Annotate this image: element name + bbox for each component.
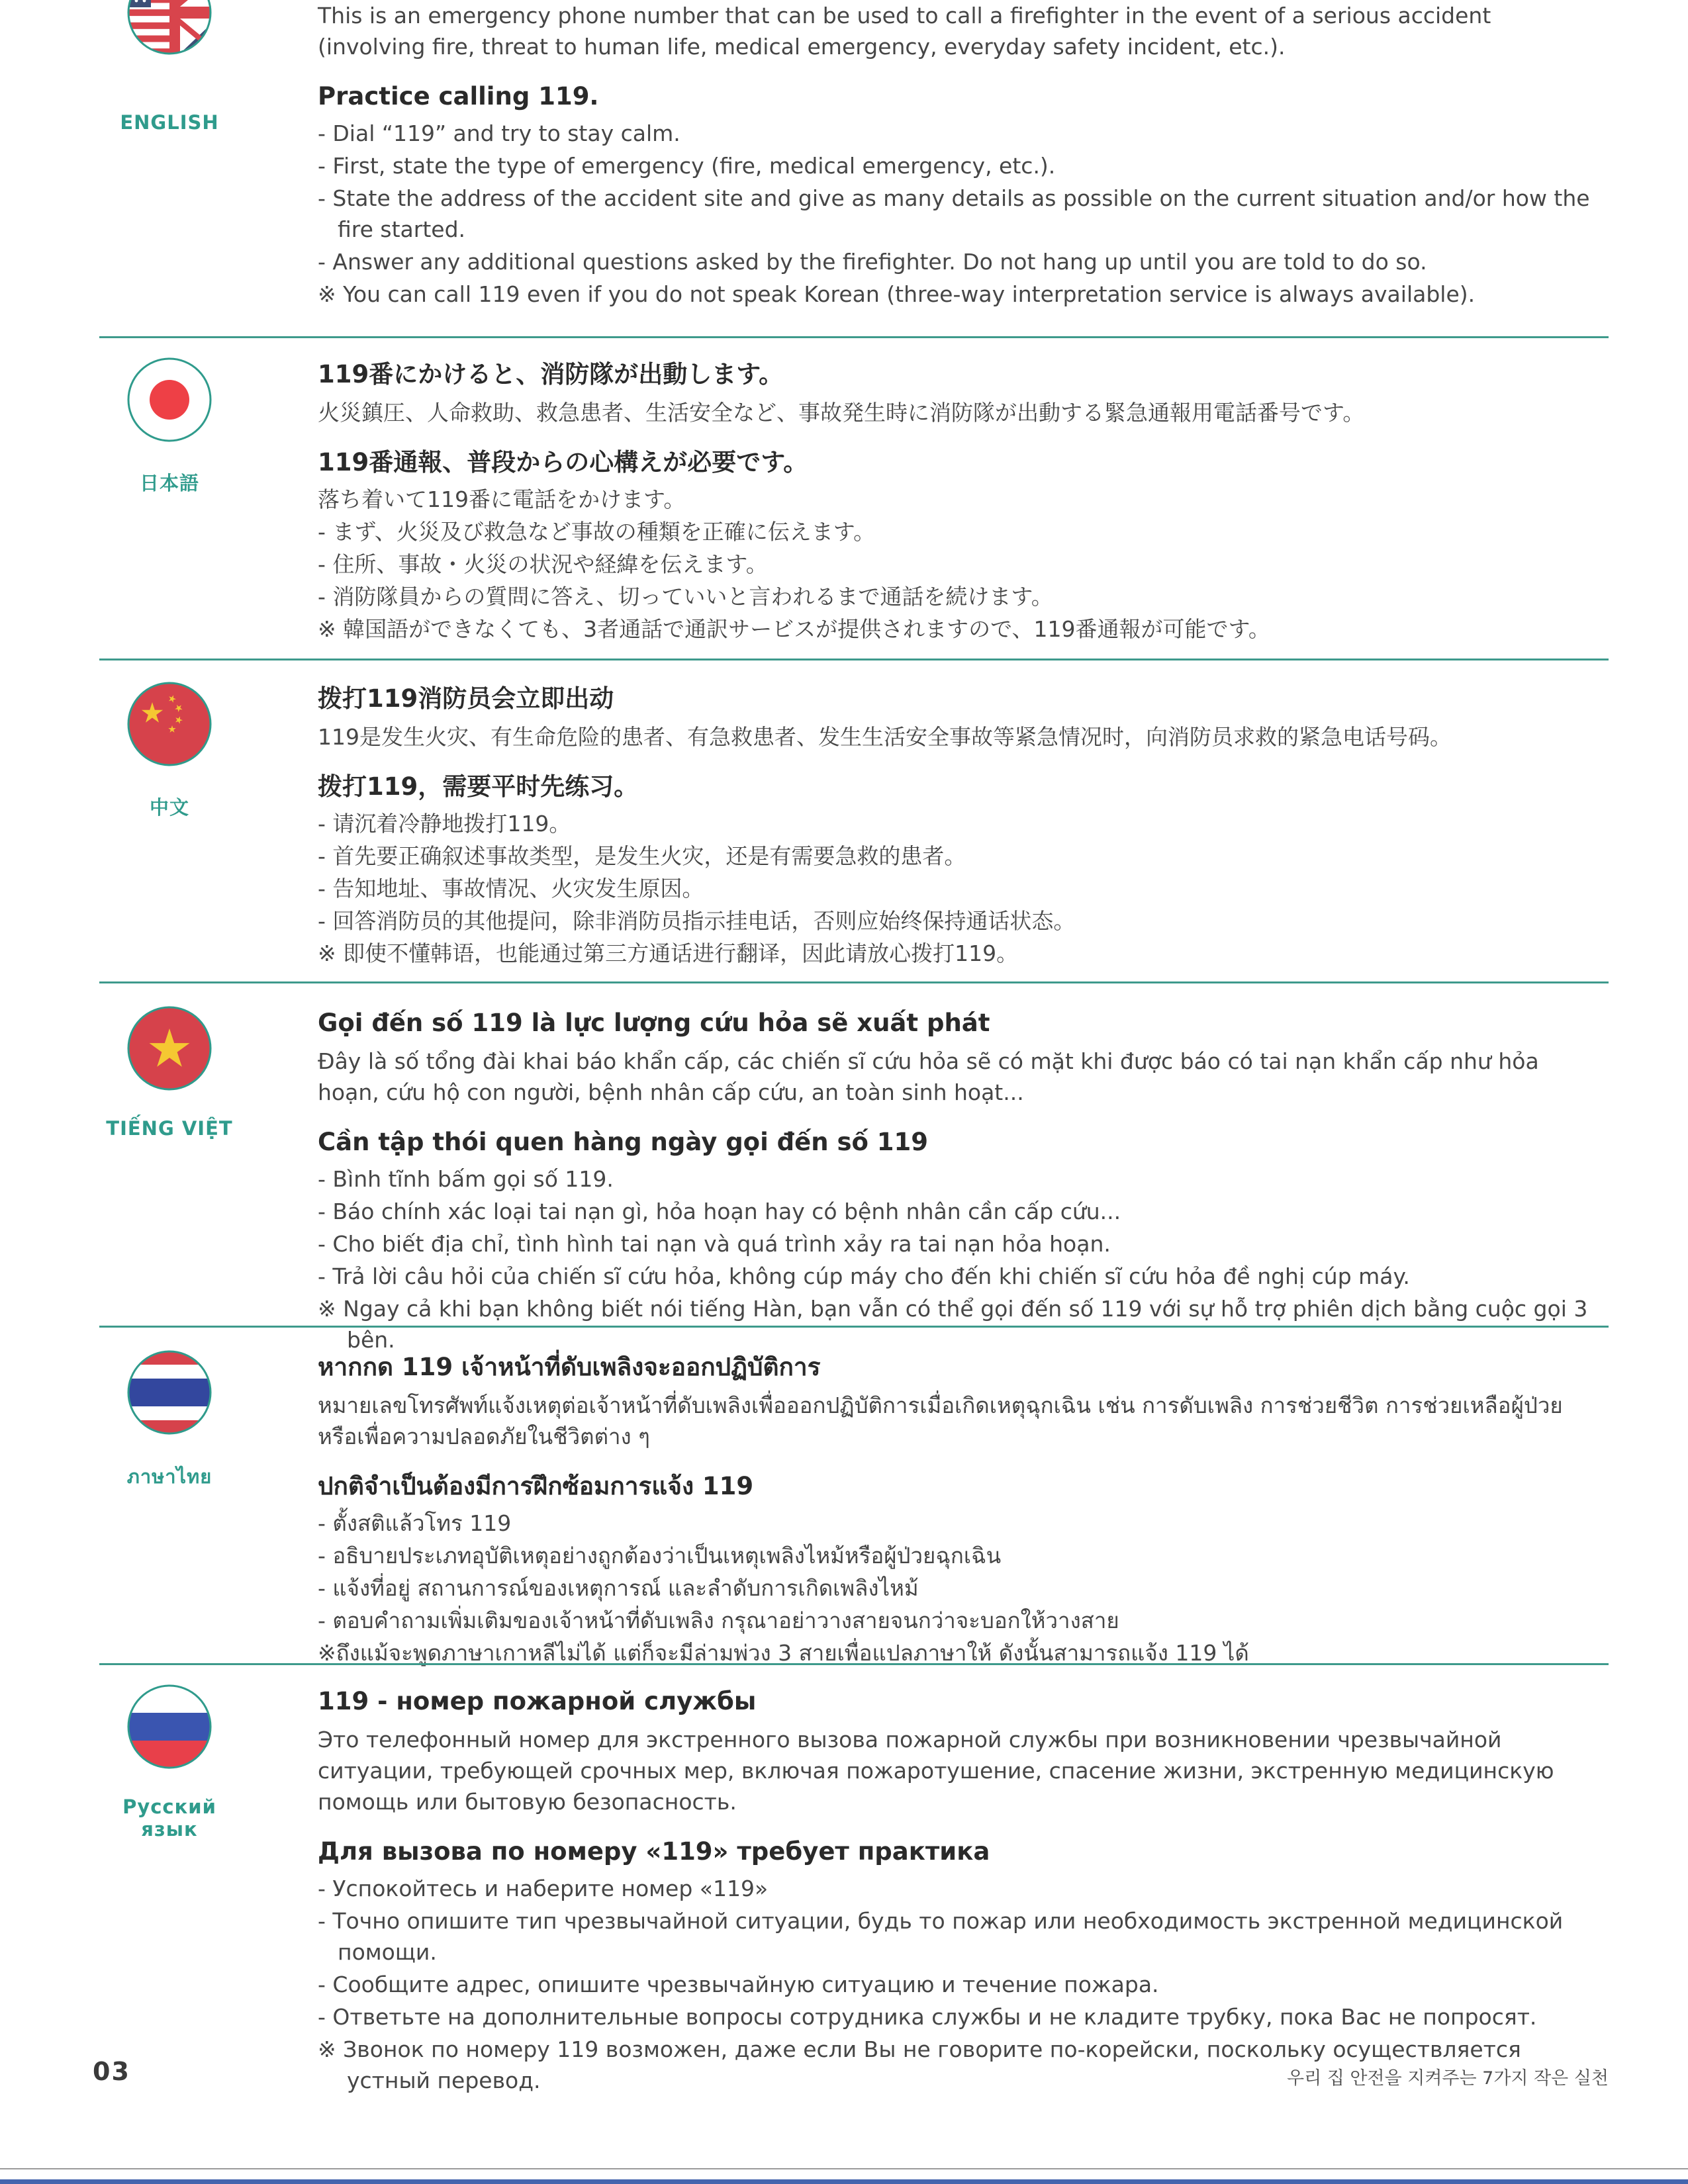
note-line: ※ 韓国語ができなくても、3者通話で通訳サービスが提供されますので、119番通報が可能です。 xyxy=(318,616,1270,642)
section-vietnamese xyxy=(99,1006,1615,1357)
intro-paragraph: Это телефонный номер для экстренного вызова пожарной службы при возникновении чрезвычайной ситуации, требующей срочных мер, включая пожаротушение, спасение жизни, экстренную медицинскую помощь или бытовую безопасность. xyxy=(318,1727,1554,1815)
russian-content xyxy=(318,1684,1599,2096)
russia-flag-icon xyxy=(127,1684,212,1769)
english-content xyxy=(318,0,1599,310)
bullet-item: - Answer any additional questions asked by the firefighter. Do not hang up until you are told to do so. xyxy=(318,249,1427,275)
bullet-item: - 首先要正确叙述事故类型，是发生火灾，还是有需要急救的患者。 xyxy=(318,843,966,869)
practice-heading: 拨打119，需要平时先练习。 xyxy=(318,772,639,801)
language-label: Русский язык xyxy=(122,1796,216,1841)
section-chinese xyxy=(99,682,1615,970)
page-edge-line xyxy=(0,2168,1688,2169)
practice-heading: Practice calling 119. xyxy=(318,82,599,111)
practice-heading: ปกติจำเป็นต้องมีการฝึกซ้อมการแจ้ง 119 xyxy=(318,1472,754,1500)
thailand-flag-icon xyxy=(127,1350,212,1435)
intro-heading: หากกด 119 เจ้าหน้าที่ดับเพลิงจะออกปฏิบัติการ xyxy=(318,1353,821,1381)
section-divider xyxy=(99,1326,1609,1328)
lead-line: 落ち着いて119番に電話をかけます。 xyxy=(318,486,686,512)
intro-paragraph: หมายเลขโทรศัพท์แจ้งเหตุต่อเจ้าหน้าที่ดับเพลิงเพื่อออกปฏิบัติการเมื่อเกิดเหตุฉุกเฉิน เช่น การดับเพลิง การช่วยชีวิต การช่วยเหลือผู้ป่วย หรือเพื่อความปลอดภัยในชีวิตต่าง ๆ xyxy=(318,1392,1563,1449)
bullet-item: - 住所、事故・火災の状況や経緯を伝えます。 xyxy=(318,551,768,577)
intro-heading: Gọi đến số 119 là lực lượng cứu hỏa sẽ xuất phát xyxy=(318,1009,990,1037)
note-line: ※ You can call 119 even if you do not speak Korean (three-way interpretation service is always available). xyxy=(318,281,1476,307)
footer-text: 우리 집 안전을 지켜주는 7가지 작은 실천 xyxy=(1287,2068,1609,2089)
bottom-blue-bar xyxy=(0,2179,1688,2184)
bullet-item: - まず、火災及び救急など事故の種類を正確に伝えます。 xyxy=(318,519,876,545)
section-english xyxy=(99,0,1615,311)
chinese-content xyxy=(318,682,1599,969)
intro-paragraph: 火災鎮圧、人命救助、救急患者、生活安全など、事故発生時に消防隊が出動する緊急通報用電話番号です。 xyxy=(318,400,1365,426)
practice-heading: Для вызова по номеру «119» требует практика xyxy=(318,1837,990,1866)
us-uk-flag-icon xyxy=(127,0,212,55)
intro-heading: 119番にかけると、消防隊が出動します。 xyxy=(318,360,784,388)
bullet-item: - แจ้งที่อยู่ สถานการณ์ของเหตุการณ์ และลำดับการเกิดเพลิงไหม้ xyxy=(318,1575,919,1601)
bullet-item: - State the address of the accident site and give as many details as possible on the current situation and/or how the fire started. xyxy=(318,185,1590,242)
china-flag-icon xyxy=(127,682,212,766)
bullet-item: - Сообщите адрес, опишите чрезвычайную ситуацию и течение пожара. xyxy=(318,1972,1159,1997)
bullet-item: - 回答消防员的其他提问，除非消防员指示挂电话，否则应始终保持通话状态。 xyxy=(318,908,1076,934)
intro-paragraph: 119是发生火灾、有生命危险的患者、有急救患者、发生生活安全事故等紧急情况时，向消防员求救的紧急电话号码。 xyxy=(318,724,1452,750)
thai-content xyxy=(318,1350,1599,1668)
bullet-item: - 消防隊員からの質問に答え、切っていいと言われるまで通話を続けます。 xyxy=(318,584,1053,610)
section-divider xyxy=(99,336,1609,338)
practice-heading: 119番通報、普段からの心構えが必要です。 xyxy=(318,448,808,477)
page-number: 03 xyxy=(93,2057,130,2086)
section-russian xyxy=(99,1684,1615,2097)
bullet-item: - ตอบคำถามเพิ่มเติมของเจ้าหน้าที่ดับเพลิง กรุณาอย่าวางสายจนกว่าจะบอกให้วางสาย xyxy=(318,1608,1119,1633)
language-label: ENGLISH xyxy=(120,111,219,134)
bullet-item: - อธิบายประเภทอุบัติเหตุอย่างถูกต้องว่าเป็นเหตุเพลิงไหม้หรือผู้ป่วยฉุกเฉิน xyxy=(318,1543,1002,1569)
bullet-item: - Báo chính xác loại tai nạn gì, hỏa hoạn hay có bệnh nhân cần cấp cứu... xyxy=(318,1199,1121,1224)
language-label: TIẾNG VIỆT xyxy=(106,1117,233,1140)
intro-paragraph: Đây là số tổng đài khai báo khẩn cấp, các chiến sĩ cứu hỏa sẽ có mặt khi được báo có tai nạn khẩn cấp như hỏa hoạn, cứu hộ con người, bệnh nhân cấp cứu, an toàn sinh hoạt... xyxy=(318,1048,1539,1105)
japanese-content xyxy=(318,357,1599,645)
note-line: ※ถึงแม้จะพูดภาษาเกาหลีไม่ได้ แต่ก็จะมีล่ามพ่วง 3 สายเพื่อแปลภาษาให้ ดังนั้นสามารถแจ้ง 119 ได้ xyxy=(318,1640,1249,1666)
intro-heading: 拨打119消防员会立即出动 xyxy=(318,684,614,713)
vietnamese-content xyxy=(318,1006,1599,1355)
practice-heading: Cần tập thói quen hàng ngày gọi đến số 119 xyxy=(318,1128,929,1156)
note-line: ※ Ngay cả khi bạn không biết nói tiếng Hàn, bạn vẫn có thể gọi đến số 119 với sự hỗ trợ phiên dịch bằng cuộc gọi 3 bên. xyxy=(318,1296,1588,1353)
language-label: ภาษาไทย xyxy=(126,1465,212,1488)
japan-flag-icon xyxy=(127,357,212,442)
section-japanese xyxy=(99,357,1615,646)
vietnam-flag-icon xyxy=(127,1006,212,1091)
section-divider xyxy=(99,981,1609,983)
bullet-item: - Dial “119” and try to stay calm. xyxy=(318,120,680,146)
bullet-item: - 告知地址、事故情况、火灾发生原因。 xyxy=(318,876,704,901)
bullet-item: - Trả lời câu hỏi của chiến sĩ cứu hỏa, không cúp máy cho đến khi chiến sĩ cứu hỏa đề nghị cúp máy. xyxy=(318,1263,1410,1289)
bullet-item: - Точно опишите тип чрезвычайной ситуации, будь то пожар или необходимость экстренной медицинской помощи. xyxy=(318,1908,1564,1965)
section-thai xyxy=(99,1350,1615,1670)
bullet-item: - ตั้งสติแล้วโทร 119 xyxy=(318,1510,512,1536)
section-divider xyxy=(99,1663,1609,1665)
bullet-item: - Bình tĩnh bấm gọi số 119. xyxy=(318,1166,614,1192)
section-divider xyxy=(99,659,1609,660)
intro-heading: 119 - номер пожарной службы xyxy=(318,1687,757,1715)
intro-paragraph: This is an emergency phone number that can be used to call a firefighter in the event of a serious accident (involving fire, threat to human life, medical emergency, everyday safety incident, etc.). xyxy=(318,3,1491,60)
bullet-item: - 请沉着冷静地拨打119。 xyxy=(318,811,571,837)
bullet-item: - First, state the type of emergency (fire, medical emergency, etc.). xyxy=(318,153,1056,179)
bullet-item: - Cho biết địa chỉ, tình hình tai nạn và quá trình xảy ra tai nạn hỏa hoạn. xyxy=(318,1231,1111,1257)
note-line: ※ 即使不懂韩语，也能通过第三方通话进行翻译，因此请放心拨打119。 xyxy=(318,940,1019,966)
bullet-item: - Ответьте на дополнительные вопросы сотрудника службы и не кладите трубку, пока Вас не попросят. xyxy=(318,2004,1537,2030)
language-label: 日本語 xyxy=(139,472,199,494)
language-label: 中文 xyxy=(149,796,189,819)
bullet-item: - Успокойтесь и наберите номер «119» xyxy=(318,1876,769,1901)
note-line: ※ Звонок по номеру 119 возможен, даже если Вы не говорите по-корейски, поскольку осуществляется устный перевод. xyxy=(318,2036,1521,2093)
